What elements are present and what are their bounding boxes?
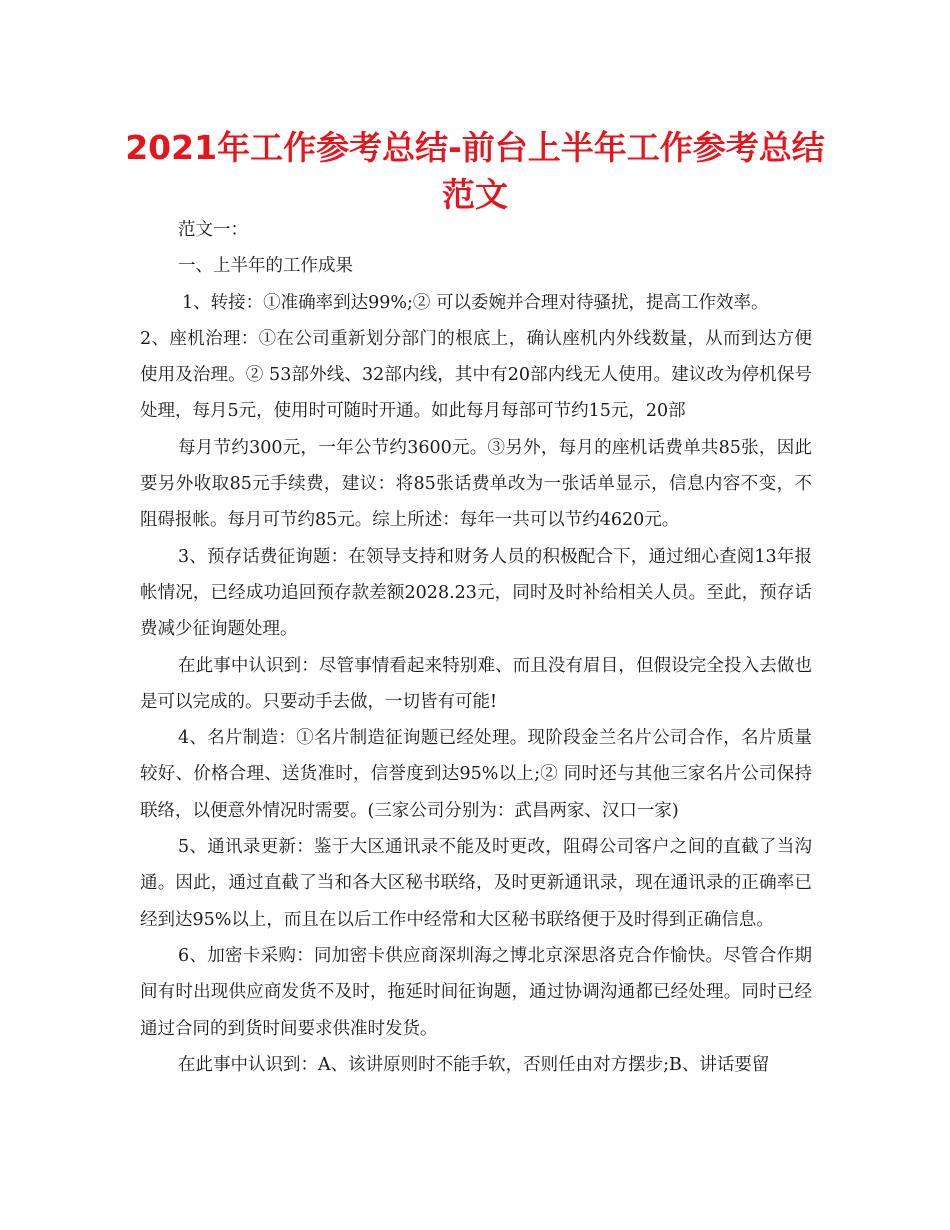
paragraph-item-4: 4、名片制造：①名片制造征询题已经处理。现阶段金兰名片公司合作，名片质量较好、价格合理、送货准时，信誉度到达95%以上;② 同时还与其他三家名片公司保持联络，以便意外情况时需要。(三家公司分别为：武昌两家、汉口一家) — [140, 728, 812, 821]
paragraph-reflection-2: 在此事中认识到：A、该讲原则时不能手软，否则任由对方摆步;B、讲话要留 — [178, 1054, 770, 1075]
paragraph-item-2: 2、座机治理：①在公司重新划分部门的根底上，确认座机内外线数量，从而到达方便使用及治理。② 53部外线、32部内线，其中有20部内线无人使用。建议改为停机保号处理，每月5元，使用时可随时开通。如此每月每部可节约15元，20部 — [140, 328, 812, 422]
paragraph-item-6: 6、加密卡采购：同加密卡供应商深圳海之博北京深思洛克合作愉快。尽管合作期间有时出现供应商发货不及时，拖延时间征询题，通过协调沟通都已经处理。同时已经通过合同的到货时间要求供准时发货。 — [140, 945, 812, 1039]
paragraph-reflection-1: 在此事中认识到：尽管事情看起来特别难、而且没有眉目，但假设完全投入去做也是可以完成的。只要动手去做，一切皆有可能! — [140, 655, 812, 712]
document-title: 2021年工作参考总结-前台上半年工作参考总结 — [125, 128, 825, 167]
section-heading: 一、上半年的工作成果 — [178, 256, 353, 277]
paragraph-item-3: 3、预存话费征询题：在领导支持和财务人员的积极配合下，通过细心查阅13年报帐情况，已经成功追回预存款差额2028.23元，同时及时补给相关人员。至此，预存话费减少征询题处理。 — [140, 546, 812, 640]
paragraph-item-2-continued: 每月节约300元，一年公节约3600元。③另外，每月的座机话费单共85张，因此要另外收取85元手续费，建议：将85张话费单改为一张话单显示，信息内容不变，不阻碍报帐。每月可节约85元。综上所述：每年一共可以节约4620元。 — [140, 437, 812, 531]
document-body — [140, 212, 812, 1083]
paragraph-item-1: 1、转接：①准确率到达99%;② 可以委婉并合理对待骚扰，提高工作效率。 — [182, 292, 769, 313]
paragraph-sample-label: 范文一： — [178, 220, 248, 240]
document-title-continued: 范文 — [442, 175, 508, 214]
paragraph-item-5: 5、通讯录更新：鉴于大区通讯录不能及时更改，阻碍公司客户之间的直截了当沟通。因此，通过直截了当和各大区秘书联络，及时更新通讯录，现在通讯录的正确率已经到达95%以上，而且在以后工作中经常和大区秘书联络便于及时得到正确信息。 — [140, 837, 812, 930]
